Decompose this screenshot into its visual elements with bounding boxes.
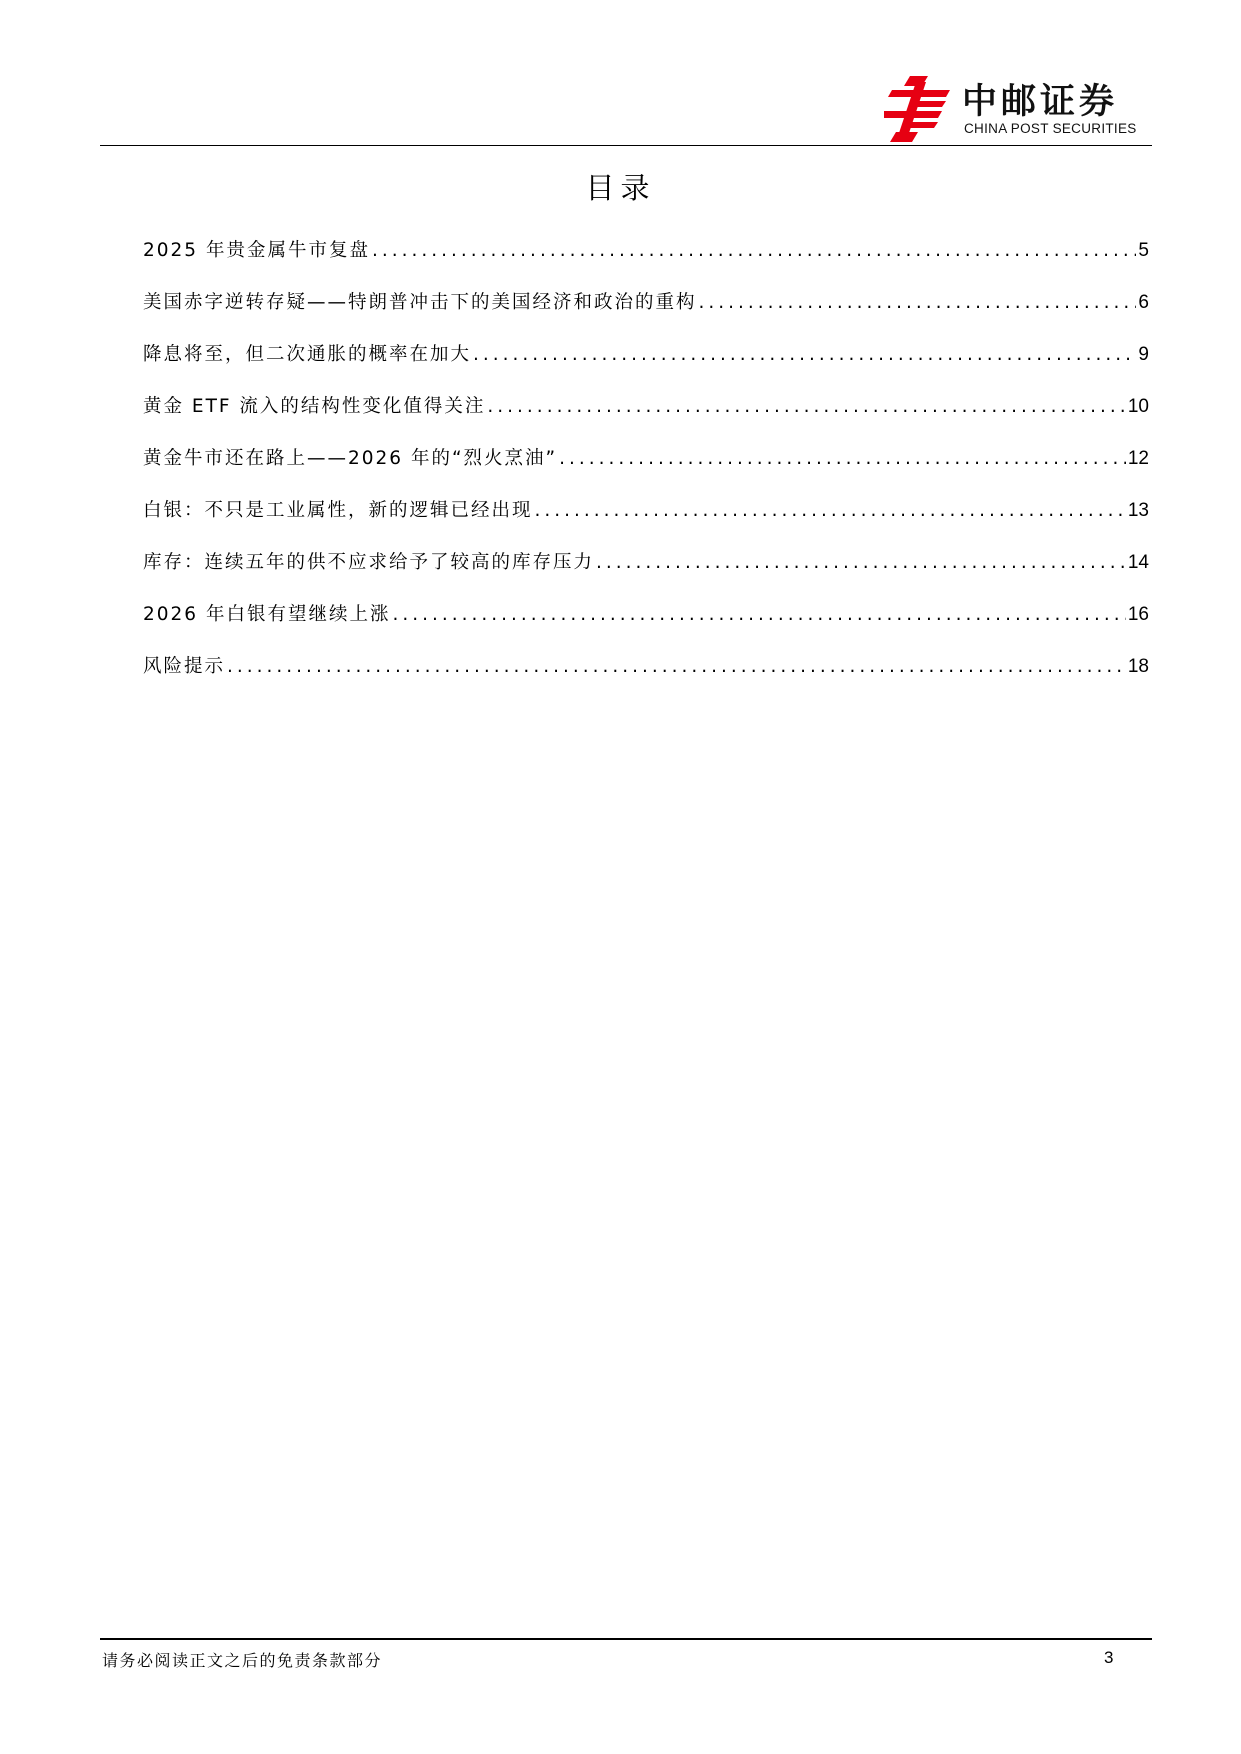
- toc-entry-page: 18: [1127, 656, 1149, 677]
- toc-entry-title: 2025 年贵金属牛市复盘: [143, 240, 370, 261]
- toc-entry-page: 13: [1127, 500, 1149, 521]
- toc-entry-page: 10: [1127, 396, 1149, 417]
- toc-entry-title: 黄金 ETF 流入的结构性变化值得关注: [143, 396, 486, 417]
- toc-dot-leader: [535, 496, 1126, 526]
- toc-entry[interactable]: [143, 288, 1149, 340]
- toc-entry-page: 14: [1127, 552, 1149, 573]
- page-number: 3: [1104, 1648, 1114, 1667]
- toc-entry[interactable]: [143, 652, 1149, 704]
- toc-entry[interactable]: [143, 600, 1149, 652]
- toc-dot-leader: [372, 236, 1136, 266]
- header-divider: [100, 145, 1152, 146]
- logo-english-name: CHINA POST SECURITIES: [964, 121, 1137, 136]
- toc-entry[interactable]: [143, 548, 1149, 600]
- toc-dot-leader: [473, 340, 1136, 370]
- toc-entry-title: 黄金牛市还在路上——2026 年的“烈火烹油”: [143, 448, 558, 469]
- toc-entry-page: 9: [1138, 344, 1149, 365]
- toc-dot-leader: [559, 444, 1126, 474]
- toc-dot-leader: [699, 288, 1137, 318]
- toc-entry-page: 16: [1127, 604, 1149, 625]
- toc-entry-page: 12: [1127, 448, 1149, 469]
- toc-entry-title: 2026 年白银有望继续上涨: [143, 604, 391, 625]
- toc-entry[interactable]: [143, 392, 1149, 444]
- toc-title: 目录: [585, 171, 656, 205]
- toc-dot-leader: [392, 600, 1125, 630]
- china-post-logo-icon: [884, 76, 954, 142]
- toc-dot-leader: [227, 652, 1126, 682]
- toc-entry-title: 风险提示: [143, 656, 226, 677]
- toc-entry-page: 5: [1138, 240, 1149, 261]
- toc-entry-title: 白银：不只是工业属性，新的逻辑已经出现: [143, 500, 533, 521]
- toc-entry[interactable]: [143, 236, 1149, 288]
- table-of-contents: [143, 236, 1149, 704]
- toc-entry-page: 6: [1138, 292, 1149, 313]
- toc-entry[interactable]: [143, 444, 1149, 496]
- logo-chinese-name: 中邮证券: [962, 82, 1119, 122]
- toc-entry-title: 美国赤字逆转存疑——特朗普冲击下的美国经济和政治的重构: [143, 292, 697, 313]
- company-logo: [884, 76, 1152, 142]
- toc-entry[interactable]: [143, 496, 1149, 548]
- toc-entry[interactable]: [143, 340, 1149, 392]
- toc-dot-leader: [487, 392, 1125, 422]
- footer-divider: [100, 1638, 1152, 1640]
- toc-entry-title: 降息将至，但二次通胀的概率在加大: [143, 344, 472, 365]
- toc-entry-title: 库存：连续五年的供不应求给予了较高的库存压力: [143, 552, 595, 573]
- disclaimer-note: 请务必阅读正文之后的免责条款部分: [102, 1651, 383, 1670]
- toc-dot-leader: [596, 548, 1126, 578]
